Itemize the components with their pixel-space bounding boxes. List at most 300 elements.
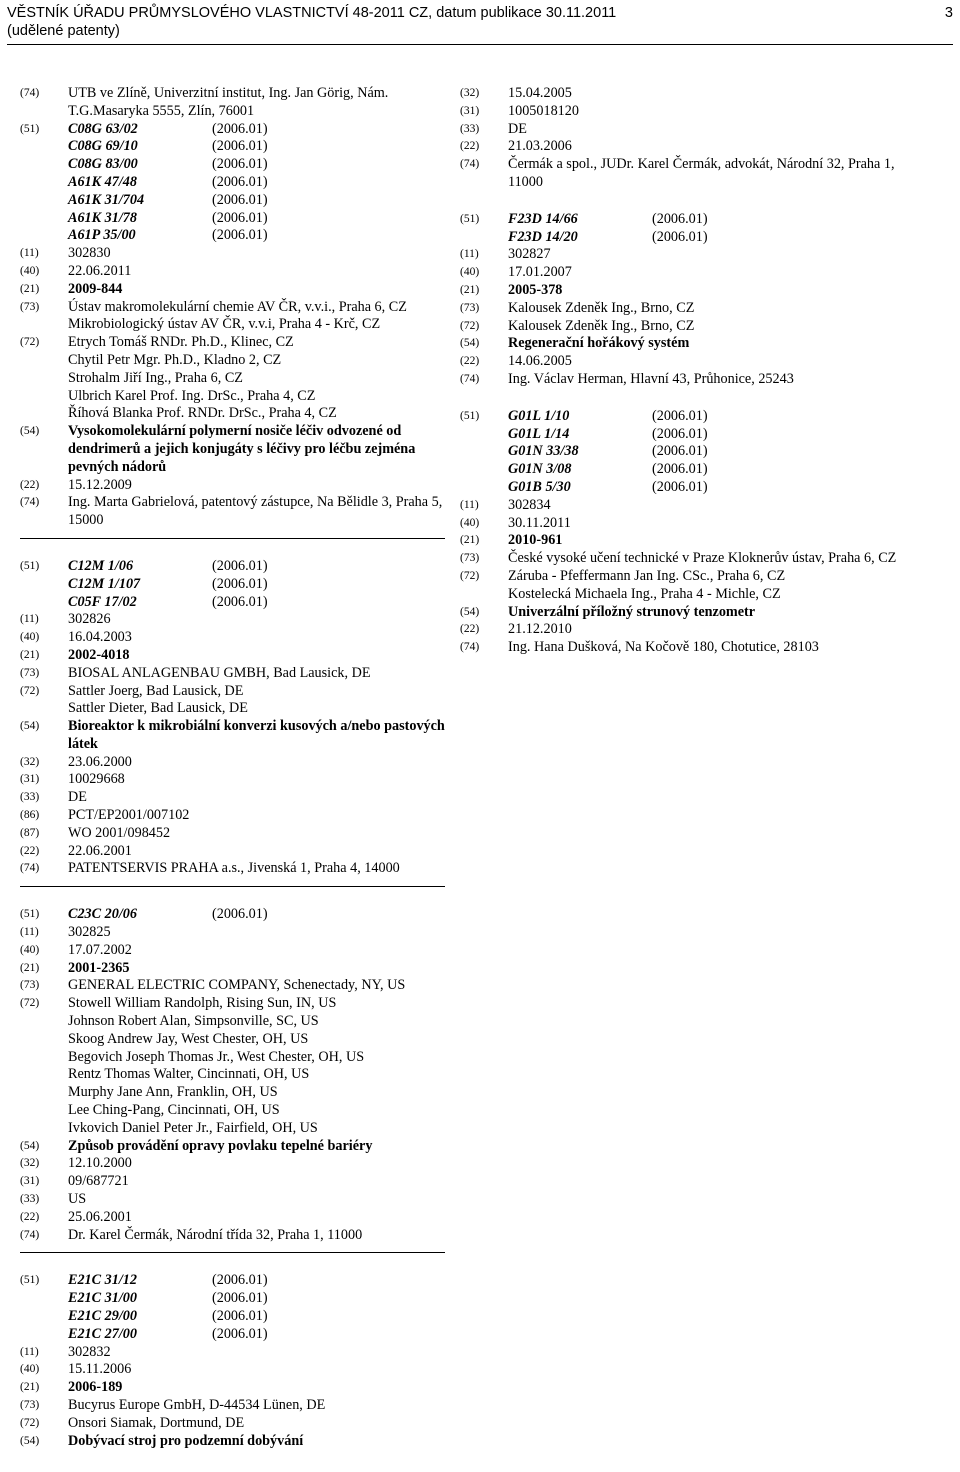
inid-code: (87) [20,826,40,839]
inid-code: (72) [20,684,40,697]
inid-code: (54) [460,337,480,350]
ipc-class-line [68,156,445,174]
field-row [20,924,445,942]
value-line: Čermák a spol., JUDr. Karel Čermák, advokát, Národní 32, Praha 1, 11000 [508,156,895,190]
field-row [20,1415,445,1433]
field-row [20,647,445,665]
ipc-version: (2006.01) [212,1290,268,1307]
inid-code: (72) [20,997,40,1010]
field-value [68,629,445,647]
page-number: 3 [944,5,953,21]
field-row [460,246,900,264]
ipc-class-line [508,408,900,426]
inid-code: (73) [20,666,40,679]
ipc-class: G01N 3/08 [508,461,572,478]
ipc-version: (2006.01) [212,156,268,173]
inid-code: (40) [20,1363,40,1376]
field-value [68,860,445,878]
field-value [508,604,900,622]
value-line: Říhová Blanka Prof. RNDr. DrSc., Praha 4, CZ [68,405,337,422]
bold-value-line: Bioreaktor k mikrobiální konverzi kusových a/nebo pastových látek [68,718,445,752]
inid-code: (74) [460,372,480,385]
ipc-class: F23D 14/66 [508,210,578,227]
value-line: 25.06.2001 [68,1208,132,1225]
field-value [508,353,900,371]
field-row [460,408,900,497]
inid-code: (74) [460,641,480,654]
field-row [20,558,445,611]
ipc-class: A61K 31/78 [68,209,137,226]
field-value [508,568,900,604]
value-line: Lee Ching-Pang, Cincinnati, OH, US [68,1102,280,1119]
ipc-class: G01N 33/38 [508,443,579,460]
ipc-version: (2006.01) [652,407,708,424]
value-line: 302830 [68,245,111,262]
field-row [460,532,900,550]
bold-value-line: 2009-844 [68,280,123,297]
inid-code: (54) [20,425,40,438]
inid-code: (54) [20,720,40,733]
ipc-version: (2006.01) [212,138,268,155]
inid-code: (22) [20,1210,40,1223]
field-value [68,299,445,335]
ipc-version: (2006.01) [652,425,708,442]
ipc-class-line [68,138,445,156]
field-value [508,211,900,247]
inid-code: (33) [20,791,40,804]
inid-code: (21) [20,282,40,295]
value-line: PATENTSERVIS PRAHA a.s., Jivenská 1, Praha 4, 14000 [68,860,400,877]
value-line: PCT/EP2001/007102 [68,807,190,824]
inid-code: (21) [20,1381,40,1394]
ipc-class-line [68,1272,445,1290]
ipc-version: (2006.01) [652,228,708,245]
bold-value-line: Způsob provádění opravy povlaku tepelné bariéry [68,1137,373,1154]
value-line: Johnson Robert Alan, Simpsonville, SC, US [68,1013,319,1030]
patent-entry [460,85,900,192]
field-row [20,1433,445,1451]
field-row [20,995,445,1137]
field-row [20,121,445,246]
inid-code: (40) [20,631,40,644]
inid-code: (22) [20,844,40,857]
right-column [460,85,900,657]
ipc-class-line [68,1290,445,1308]
ipc-class-line [68,1308,445,1326]
inid-code: (72) [20,336,40,349]
field-value [68,1173,445,1191]
value-line: Dr. Karel Čermák, Národní třída 32, Praha 1, 11000 [68,1226,363,1243]
value-line: 15.12.2009 [68,476,132,493]
field-value [508,121,900,139]
value-line: 302827 [508,246,551,263]
field-row [20,629,445,647]
ipc-class-line [68,906,445,924]
field-value [508,138,900,156]
value-line: GENERAL ELECTRIC COMPANY, Schenectady, NY, US [68,977,406,994]
ipc-class: A61K 31/704 [68,191,145,208]
value-line: 12.10.2000 [68,1155,132,1172]
field-value [508,335,900,353]
value-line: 22.06.2011 [68,262,132,279]
value-line: Ústav makromolekulární chemie AV ČR, v.v.i., Praha 6, CZ [68,298,407,315]
value-line: 23.06.2000 [68,753,132,770]
inid-code: (73) [20,979,40,992]
inid-code: (32) [20,1157,40,1170]
field-row [460,138,900,156]
field-row [460,353,900,371]
patent-entry [20,1272,445,1450]
field-value [68,121,445,246]
inid-code: (74) [20,1228,40,1241]
field-value [68,1155,445,1173]
field-row [460,515,900,533]
field-row [20,263,445,281]
ipc-class: C08G 69/10 [68,138,138,155]
field-row [20,494,445,530]
field-value [68,906,445,924]
inid-code: (40) [20,264,40,277]
bold-value-line: 2006-189 [68,1379,123,1396]
value-line: Strohalm Jiří Ing., Praha 6, CZ [68,369,243,386]
inid-code: (11) [460,248,479,261]
inid-code: (54) [20,1139,40,1152]
value-line: Ivkovich Daniel Peter Jr., Fairfield, OH, US [68,1119,318,1136]
field-row [20,1379,445,1397]
ipc-class: E21C 31/00 [68,1290,137,1307]
ipc-class-line [508,461,900,479]
field-row [20,1227,445,1245]
inid-code: (11) [20,1345,39,1358]
field-row [20,1191,445,1209]
inid-code: (51) [20,908,40,921]
value-line: 30.11.2011 [508,514,571,531]
field-row [20,611,445,629]
inid-code: (21) [460,283,480,296]
field-value [68,771,445,789]
inid-code: (51) [20,1274,40,1287]
field-row [20,960,445,978]
ipc-version: (2006.01) [212,1325,268,1342]
bold-value-line: Vysokomolekulární polymerní nosiče léčiv odvozené od dendrimerů a jejich konjugáty s léčivy pro léčbu zejména pevných nádorů [68,423,416,475]
ipc-class-line [68,227,445,245]
field-value [68,647,445,665]
field-row [20,423,445,476]
ipc-class: A61P 35/00 [68,227,136,244]
value-line: 15.04.2005 [508,85,572,101]
inid-code: (86) [20,809,40,822]
inid-code: (51) [460,212,480,225]
inid-code: (11) [20,613,39,626]
ipc-class-line [68,192,445,210]
inid-code: (73) [460,552,480,565]
value-line: 21.12.2010 [508,621,572,638]
ipc-version: (2006.01) [212,593,268,610]
value-line: WO 2001/098452 [68,824,171,841]
field-row [20,789,445,807]
value-line: Begovich Joseph Thomas Jr., West Chester, OH, US [68,1048,365,1065]
field-value [68,942,445,960]
ipc-version: (2006.01) [652,461,708,478]
field-value [508,156,900,192]
field-row [20,807,445,825]
field-value [68,718,445,754]
field-value [68,754,445,772]
value-line: Rentz Thomas Walter, Cincinnati, OH, US [68,1066,310,1083]
field-row [20,1361,445,1379]
value-line: Stowell William Randolph, Rising Sun, IN, US [68,995,337,1012]
ipc-version: (2006.01) [212,557,268,574]
field-value [508,246,900,264]
value-line: DE [508,120,527,137]
inid-code: (31) [20,1175,40,1188]
field-row [460,371,900,389]
left-column [20,85,445,1450]
ipc-version: (2006.01) [212,1308,268,1324]
ipc-class-line [68,210,445,228]
inid-code: (33) [20,1193,40,1206]
field-value [68,245,445,263]
field-value [68,1433,445,1451]
field-value [68,477,445,495]
value-line: Etrych Tomáš RNDr. Ph.D., Klinec, CZ [68,334,294,351]
field-value [68,924,445,942]
field-value [68,995,445,1137]
page-header [7,4,953,40]
inid-code: (31) [460,104,480,117]
inid-code: (31) [20,773,40,786]
ipc-class: C12M 1/107 [68,575,141,592]
inid-code: (11) [460,498,479,511]
field-row [20,1344,445,1362]
patent-entry [460,211,900,389]
inid-code: (22) [460,623,480,636]
value-line: Kalousek Zdeněk Ing., Brno, CZ [508,317,695,334]
field-value [68,334,445,423]
inid-code: (73) [20,1398,40,1411]
inid-code: (40) [460,516,480,529]
field-value [68,1397,445,1415]
field-row [20,1173,445,1191]
field-value [508,497,900,515]
inid-code: (22) [460,355,480,368]
field-value [508,408,900,497]
field-value [508,264,900,282]
value-line: Sattler Dieter, Bad Lausick, DE [68,700,248,717]
value-line: 14.06.2005 [508,353,572,370]
field-value [68,1227,445,1245]
inid-code: (51) [20,559,40,572]
field-row [460,550,900,568]
field-row [20,771,445,789]
ipc-class-line [508,479,900,497]
field-row [460,156,900,192]
value-line: Ing. Hana Dušková, Na Kočově 180, Chotutice, 28103 [508,639,819,656]
field-row [20,906,445,924]
field-value [508,550,900,568]
field-row [20,1397,445,1415]
field-value [68,1138,445,1156]
bold-value-line: 2001-2365 [68,959,130,976]
field-value [68,85,445,121]
inid-code: (72) [460,569,480,582]
field-row [460,568,900,604]
field-value [508,639,900,657]
field-row [460,318,900,336]
field-row [20,1209,445,1227]
inid-code: (51) [20,122,40,135]
field-value [68,977,445,995]
value-line: 17.07.2002 [68,941,132,958]
value-line: BIOSAL ANLAGENBAU GMBH, Bad Lausick, DE [68,664,371,681]
inid-code: (54) [20,1434,40,1447]
ipc-class-line [68,121,445,139]
field-value [68,1415,445,1433]
ipc-class: C23C 20/06 [68,906,137,923]
value-line: Chytil Petr Mgr. Ph.D., Kladno 2, CZ [68,351,282,368]
value-line: Bucyrus Europe GmbH, D-44534 Lünen, DE [68,1396,326,1413]
inid-code: (11) [20,247,39,260]
field-row [460,300,900,318]
field-row [20,1155,445,1173]
field-value [68,789,445,807]
bold-value-line: Dobývací stroj pro podzemní dobývání [68,1432,304,1449]
field-value [68,423,445,476]
field-row [20,299,445,335]
value-line: 302825 [68,924,111,941]
inid-code: (72) [460,319,480,332]
field-value [68,1272,445,1343]
field-value [508,515,900,533]
value-line: Skoog Andrew Jay, West Chester, OH, US [68,1030,309,1047]
inid-code: (32) [460,87,480,99]
field-row [20,860,445,878]
inid-code: (74) [20,87,40,99]
field-value [508,85,900,103]
field-value [508,300,900,318]
field-value [508,318,900,336]
ipc-version: (2006.01) [212,173,268,190]
field-value [68,843,445,861]
field-row [20,843,445,861]
ipc-class-line [508,211,900,229]
field-value [68,665,445,683]
ipc-class: G01B 5/30 [508,478,571,495]
inid-code: (22) [460,140,480,153]
value-line: 15.11.2006 [68,1361,132,1378]
field-row [20,754,445,772]
value-line: Ing. Marta Gabrielová, patentový zástupce, Na Bělidle 3, Praha 5, 15000 [68,494,443,529]
field-row [20,942,445,960]
field-row [460,621,900,639]
field-row [460,103,900,121]
ipc-version: (2006.01) [212,227,268,244]
bold-value-line: 2010-961 [508,532,563,549]
value-line: Onsori Siamak, Dortmund, DE [68,1414,245,1431]
field-value [508,282,900,300]
value-line: 10029668 [68,771,125,788]
patent-entry [20,906,445,1253]
journal-title: VĚSTNÍK ÚŘADU PRŮMYSLOVÉHO VLASTNICTVÍ 48-2011 CZ, datum publikace 30.11.2011 [7,5,617,21]
inid-code: (21) [20,648,40,661]
field-value [68,960,445,978]
field-row [20,85,445,121]
inid-code: (74) [20,496,40,509]
value-line: Záruba - Pfeffermann Jan Ing. CSc., Praha 6, CZ [508,567,786,584]
field-row [460,639,900,657]
field-row [460,282,900,300]
field-value [508,103,900,121]
value-line: 302826 [68,611,111,628]
field-value [68,825,445,843]
value-line: České vysoké učení technické v Praze Kloknerův ústav, Praha 6, CZ [508,550,897,567]
header-divider [7,44,953,45]
ipc-version: (2006.01) [212,906,268,923]
inid-code: (74) [460,158,480,171]
ipc-version: (2006.01) [652,210,708,227]
field-row [20,665,445,683]
ipc-class: E21C 29/00 [68,1308,137,1324]
ipc-class-line [508,229,900,247]
field-row [20,977,445,995]
value-line: 09/687721 [68,1173,129,1190]
field-value [68,494,445,530]
patent-entry [460,408,900,657]
ipc-class-line [68,174,445,192]
ipc-class: C08G 63/02 [68,120,138,137]
field-value [508,532,900,550]
value-line: Mikrobiologický ústav AV ČR, v.v.i, Praha 4 - Krč, CZ [68,316,381,333]
field-value [68,1209,445,1227]
ipc-class: E21C 31/12 [68,1272,137,1289]
ipc-class: C08G 83/00 [68,156,138,173]
inid-code: (21) [20,961,40,974]
ipc-class: F23D 14/20 [508,228,578,245]
value-line: 22.06.2001 [68,842,132,859]
inid-code: (11) [20,926,39,939]
field-row [20,825,445,843]
field-value [68,611,445,629]
bold-value-line: Univerzální příložný strunový tenzometr [508,603,756,620]
ipc-version: (2006.01) [212,575,268,592]
ipc-version: (2006.01) [652,443,708,460]
ipc-version: (2006.01) [212,1272,268,1289]
value-line: Sattler Joerg, Bad Lausick, DE [68,682,244,699]
field-row [20,1138,445,1156]
value-line: US [68,1191,87,1208]
value-line: DE [68,789,87,806]
field-row [20,245,445,263]
inid-code: (73) [460,301,480,314]
patent-entry [20,85,445,539]
value-line: Ing. Václav Herman, Hlavní 43, Průhonice, 25243 [508,370,794,387]
field-row [460,85,900,103]
field-value [68,1361,445,1379]
ipc-class: G01L 1/10 [508,407,570,424]
field-value [508,371,900,389]
ipc-version: (2006.01) [212,120,268,137]
ipc-class-line [68,594,445,612]
field-value [68,1344,445,1362]
field-value [68,1379,445,1397]
bold-value-line: 2002-4018 [68,646,130,663]
ipc-class-line [68,1326,445,1344]
field-row [460,335,900,353]
value-line: 302832 [68,1343,111,1360]
inid-code: (33) [460,122,480,135]
value-line: 16.04.2003 [68,629,132,646]
patent-entry [20,558,445,887]
